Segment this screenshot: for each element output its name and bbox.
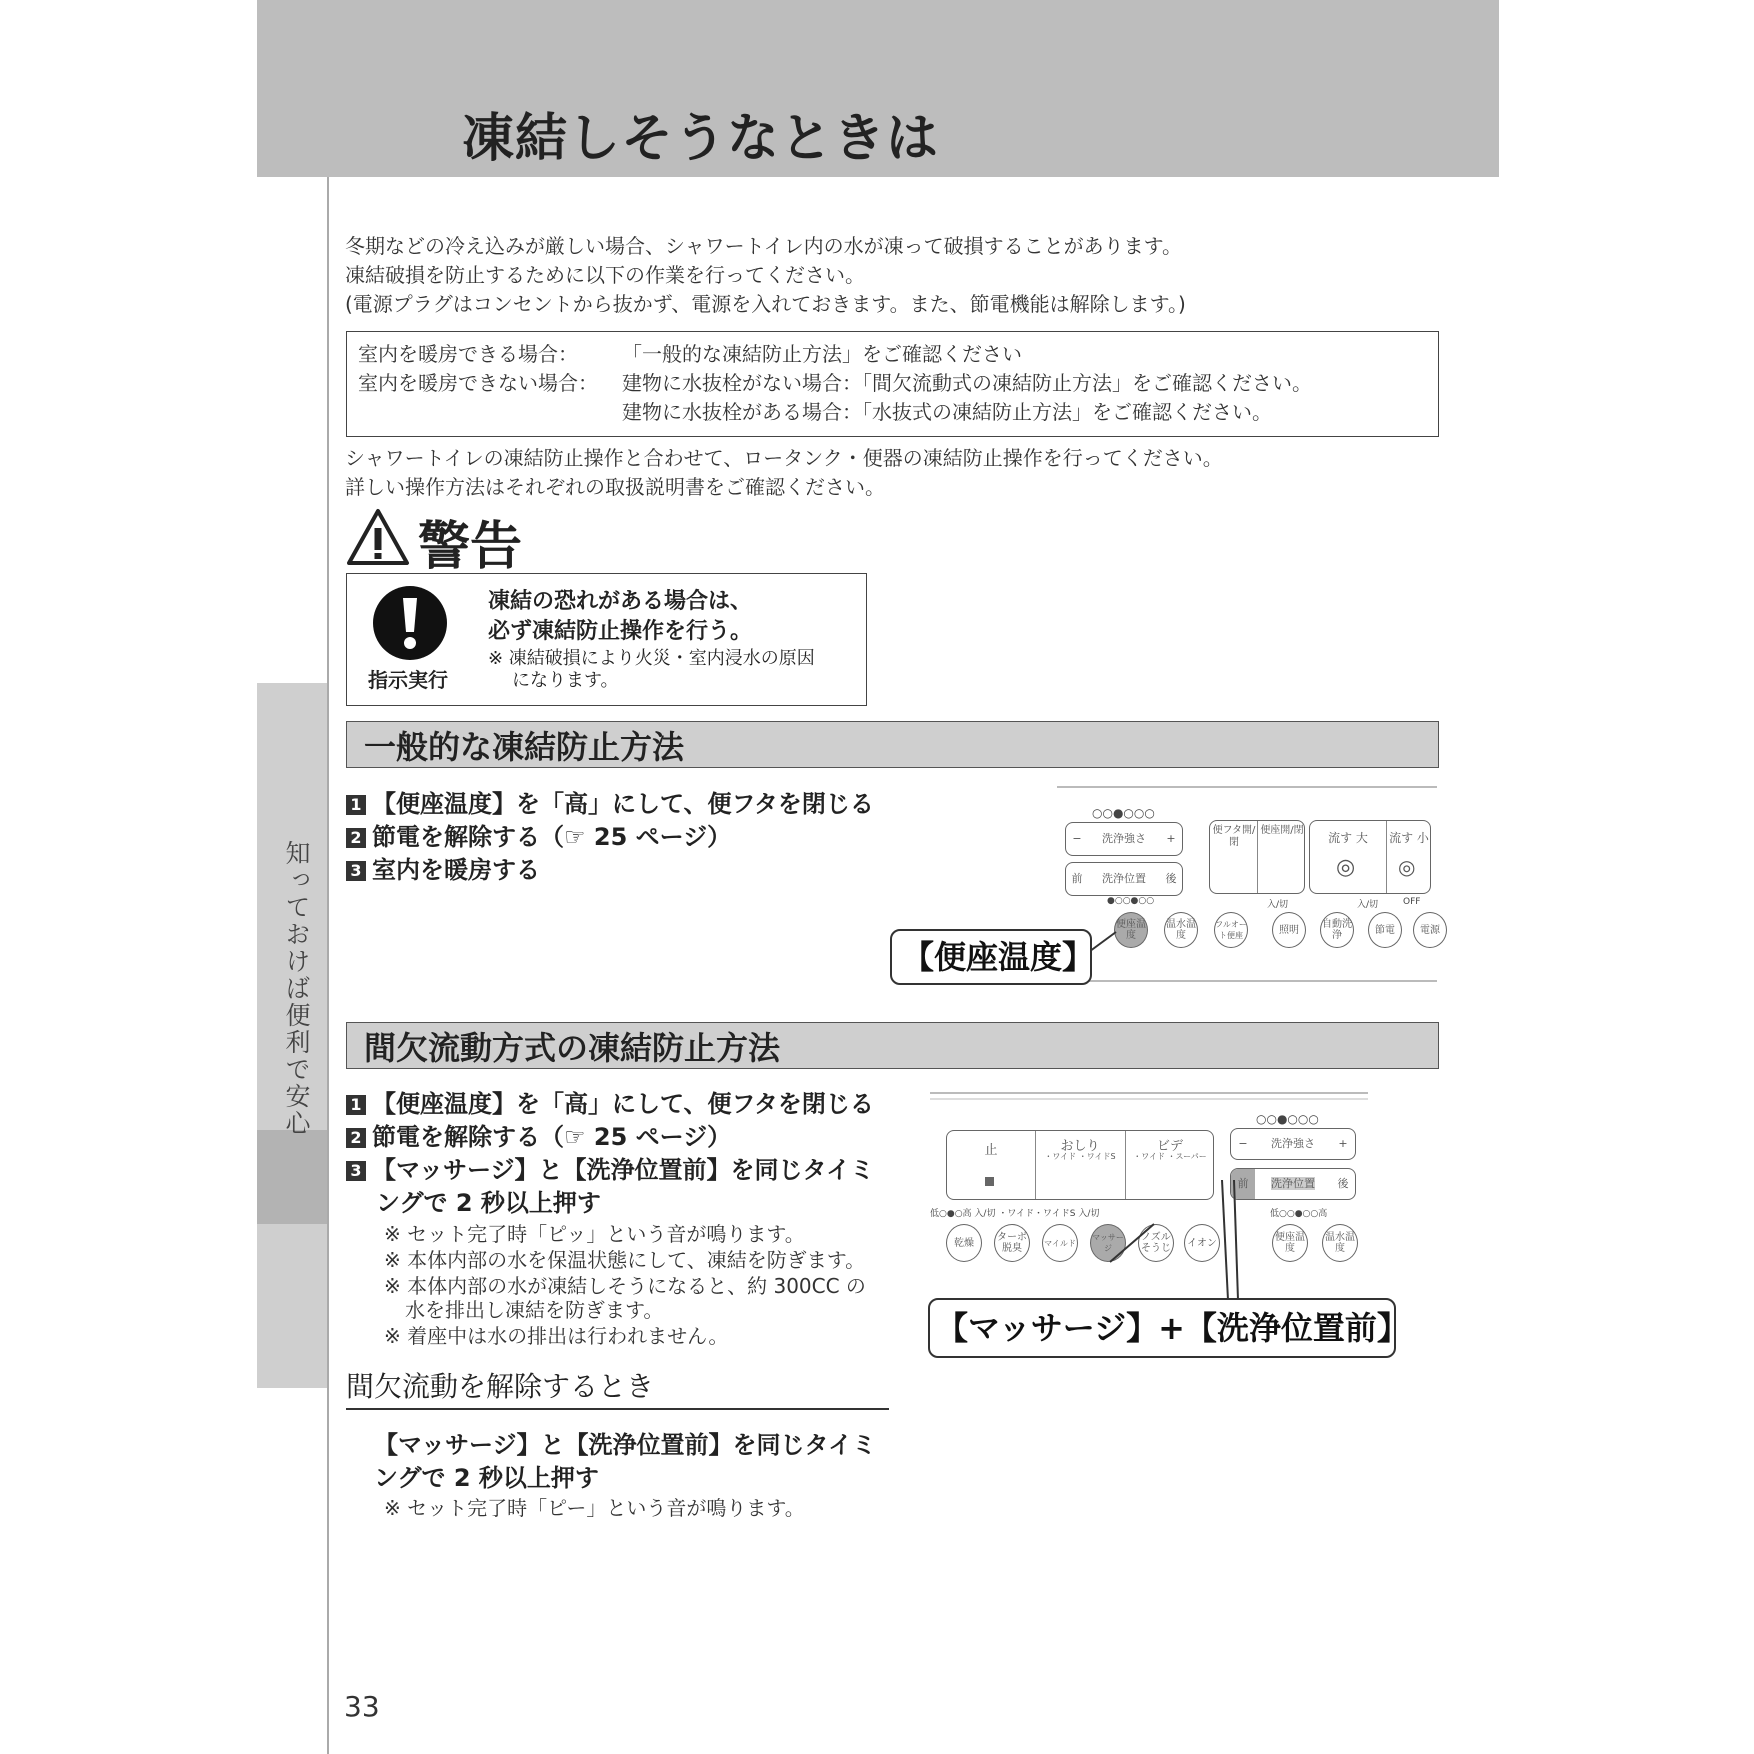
page-number: 33 bbox=[344, 1690, 380, 1723]
dry-button[interactable]: 乾燥 bbox=[946, 1224, 982, 1262]
page-title: 凍結しそうなときは bbox=[462, 109, 940, 169]
section2-note-3: ※ 本体内部の水が凍結しそうになると、約 300CC の bbox=[384, 1274, 866, 1298]
remote-panel-1: ○○●○○○ − 洗浄強さ + 前 洗浄位置 後 便フタ開/閉 便座開/閉 流す 大 流す 小 ◎ ◎ ●○○●○○ 入/切 入/切 OFF 便座温度 温水温度 フルオート便座 照明 自動洗浄 節電 電源 bbox=[1057, 786, 1437, 986]
warning-note-1: ※ 凍結破損により火災・室内浸水の原因 bbox=[488, 648, 815, 669]
warning-icon-label: 指示実行 bbox=[368, 668, 448, 692]
power-button[interactable]: 電源 bbox=[1413, 912, 1447, 948]
strength-level-dots-2: ○○●○○○ bbox=[1256, 1112, 1319, 1126]
section2-step-3: 3 【マッサージ】と【洗浄位置前】を同じタイミ bbox=[346, 1150, 874, 1185]
section2-note-4: 水を排出し凍結を防ぎます。 bbox=[405, 1298, 664, 1322]
release-line-2: ングで 2 秒以上押す bbox=[374, 1464, 599, 1492]
section2-note-5: ※ 着座中は水の排出は行われません。 bbox=[384, 1324, 729, 1348]
info-row2-value: 建物に水抜栓がない場合：「間欠流動式の凍結防止方法」をご確認ください。 bbox=[622, 371, 1312, 395]
eco-button[interactable]: 節電 bbox=[1368, 912, 1402, 948]
section2-title: 間欠流動方式の凍結防止方法 bbox=[364, 1029, 781, 1067]
front-button: 前 bbox=[1231, 1169, 1255, 1199]
warning-heading: 警告 bbox=[418, 517, 523, 577]
after-box-line-1: シャワートイレの凍結防止操作と合わせて、ロータンク・便器の凍結防止操作を行ってください。 bbox=[345, 446, 1223, 470]
section2-step-2: 2 節電を解除する（☞ 25 ページ） bbox=[346, 1117, 731, 1152]
flush-buttons[interactable]: 流す 大 流す 小 ◎ ◎ bbox=[1309, 820, 1431, 894]
release-heading: 間欠流動を解除するとき bbox=[346, 1370, 655, 1403]
strength-level-dots: ○○●○○○ bbox=[1092, 806, 1155, 820]
flush-large-icon: ◎ bbox=[1336, 855, 1356, 880]
warning-line-1: 凍結の恐れがある場合は、 bbox=[488, 589, 753, 614]
margin-line bbox=[327, 177, 329, 1754]
section2-note-1: ※ セット完了時「ピッ」という音が鳴ります。 bbox=[384, 1222, 805, 1246]
stop-icon bbox=[985, 1177, 994, 1186]
nozzle-clean-button[interactable]: ノズルそうじ bbox=[1138, 1224, 1174, 1262]
mild-button[interactable]: マイルド bbox=[1042, 1224, 1078, 1262]
dry-level: 低○●○高 入/切 ・ワイド・ワイドS 入/切 bbox=[930, 1209, 1100, 1219]
auto-seat-button[interactable]: フルオート便座 bbox=[1214, 912, 1248, 948]
section1-step-3: 3 室内を暖房する bbox=[346, 850, 540, 885]
section2-step-3-cont: ングで 2 秒以上押す bbox=[376, 1189, 601, 1217]
seat-temp-level-dots: ●○○●○○ bbox=[1107, 896, 1155, 906]
ion-button[interactable]: イオン bbox=[1184, 1224, 1220, 1262]
release-underline bbox=[346, 1408, 889, 1410]
side-tab-marker bbox=[257, 1130, 327, 1224]
water-temp-button-2[interactable]: 温水温度 bbox=[1322, 1224, 1358, 1262]
strength-button[interactable]: − 洗浄強さ + bbox=[1065, 822, 1183, 856]
info-row2-label: 室内を暖房できない場合： bbox=[358, 371, 598, 395]
seat-temp-button-2[interactable]: 便座温度 bbox=[1272, 1224, 1308, 1262]
seat-temp-button[interactable]: 便座温度 bbox=[1114, 912, 1148, 948]
release-line-1: 【マッサージ】と【洗浄位置前】を同じタイミ bbox=[374, 1431, 877, 1459]
section1-title: 一般的な凍結防止方法 bbox=[364, 728, 685, 766]
info-row1-value: 「一般的な凍結防止方法」をご確認ください bbox=[622, 342, 1022, 366]
position-button[interactable]: 前 洗浄位置 後 bbox=[1065, 862, 1183, 896]
section1-step-1: 1 【便座温度】を「高」にして、便フタを閉じる bbox=[346, 784, 874, 819]
warning-triangle-icon bbox=[346, 508, 410, 570]
section2-step-1: 1 【便座温度】を「高」にして、便フタを閉じる bbox=[346, 1084, 874, 1119]
side-tab-label: 知っておけば便利で安心 bbox=[282, 840, 311, 1137]
turbo-button[interactable]: ターボ脱臭 bbox=[994, 1224, 1030, 1262]
seat-temp-callout: 【便座温度】 bbox=[890, 929, 1092, 985]
intro-line-1: 冬期などの冷え込みが厳しい場合、シャワートイレ内の水が凍って破損することがあります。 bbox=[345, 234, 1182, 258]
flush-small-icon: ◎ bbox=[1398, 855, 1416, 879]
warning-note-2: になります。 bbox=[512, 670, 619, 691]
after-box-line-2: 詳しい操作方法はそれぞれの取扱説明書をご確認ください。 bbox=[345, 475, 885, 499]
intro-line-2: 凍結破損を防止するために以下の作業を行ってください。 bbox=[345, 263, 865, 287]
release-note: ※ セット完了時「ピー」という音が鳴ります。 bbox=[384, 1496, 805, 1520]
auto-wash-button[interactable]: 自動洗浄 bbox=[1320, 912, 1354, 948]
section2-note-2: ※ 本体内部の水を保温状態にして、凍結を防ぎます。 bbox=[384, 1248, 866, 1272]
massage-button[interactable]: マッサージ bbox=[1090, 1224, 1126, 1262]
strength-button-2[interactable]: − 洗浄強さ + bbox=[1230, 1128, 1356, 1160]
position-button-2[interactable]: 前 洗浄位置 後 bbox=[1230, 1168, 1356, 1200]
mandatory-action-icon bbox=[372, 585, 448, 665]
light-button[interactable]: 照明 bbox=[1272, 912, 1306, 948]
wash-buttons[interactable]: 止 おしり ・ワイド ・ワイドS ビデ ・ワイド ・スーパー bbox=[946, 1130, 1214, 1200]
lid-seat-buttons[interactable]: 便フタ開/閉 便座開/閉 bbox=[1209, 820, 1305, 894]
intro-line-3: (電源プラグはコンセントから抜かず、電源を入れておきます。また、節電機能は解除します。) bbox=[345, 292, 1186, 316]
section1-step-2: 2 節電を解除する（☞ 25 ページ） bbox=[346, 817, 731, 852]
info-row3-value: 建物に水抜栓がある場合：「水抜式の凍結防止方法」をご確認ください。 bbox=[622, 400, 1272, 424]
info-row1-label: 室内を暖房できる場合： bbox=[358, 342, 578, 366]
warning-line-2: 必ず凍結防止操作を行う。 bbox=[488, 619, 753, 644]
water-temp-button[interactable]: 温水温度 bbox=[1164, 912, 1198, 948]
temp-level: 低○○●○○高 bbox=[1270, 1209, 1328, 1219]
massage-position-callout: 【マッサージ】+【洗浄位置前】 bbox=[928, 1298, 1396, 1358]
callout-pointer-2 bbox=[1050, 1170, 1250, 1310]
